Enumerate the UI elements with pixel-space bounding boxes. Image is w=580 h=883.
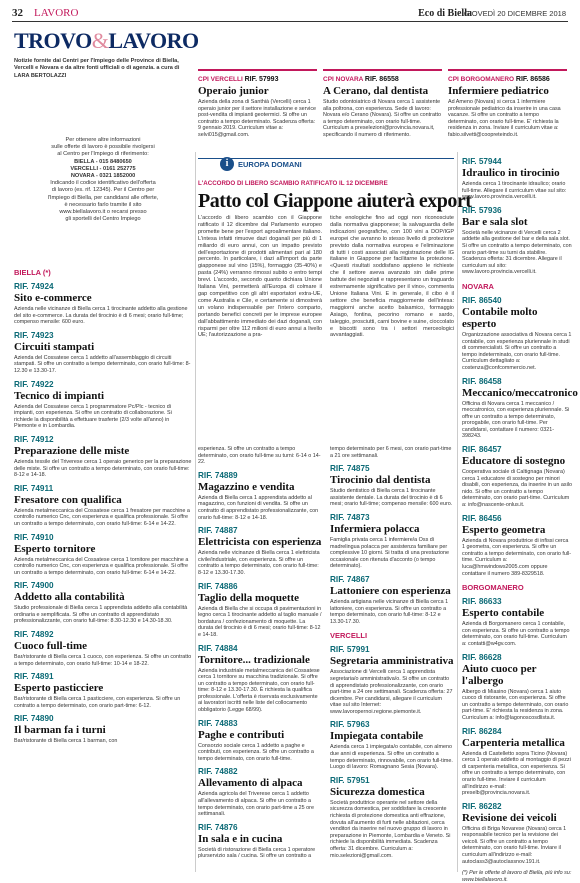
- job-ref: RIF. 86282: [462, 801, 502, 811]
- job-ref: RIF. 86540: [462, 295, 502, 305]
- job-title: Sicurezza domestica: [330, 785, 425, 798]
- job-ref: RIF. 74910: [14, 532, 54, 542]
- job-listing: [198, 767, 322, 817]
- column-1: [14, 262, 192, 745]
- info-icon: i: [220, 157, 234, 171]
- job-listing: [14, 484, 192, 528]
- job-title: Bar e sala slot: [462, 215, 528, 228]
- page-header: [0, 0, 580, 24]
- column-2: [198, 444, 322, 860]
- info-line: al Centro per l'Impiego di riferimento:: [57, 151, 149, 158]
- job-title: Lattoniere con esperienza: [330, 584, 451, 597]
- job-listing: [462, 376, 578, 441]
- news-label: EUROPA DOMANI: [238, 160, 302, 169]
- job-ref: RIF. 74891: [14, 672, 54, 682]
- job-body: Studio professionale di Biella cerca 1 apprendista addetto alla contabilità ordinaria e semplificata. Si offre un contratto di apprendistato professionalizzante, con orario full-time: 8.30-12.30 e 14.30-18.30.: [14, 605, 188, 625]
- job-listing: [198, 582, 322, 639]
- job-listing: [330, 645, 454, 715]
- job-body: Azienda tessile del Triverese cerca 1 operaio generico per la preparazione delle miste. Si offre un contratto a tempo determinato, con orario full-time: 8-12 e 14-18.: [14, 458, 192, 479]
- job-title: Tirocinio dal dentista: [330, 474, 431, 487]
- info-line: VERCELLI - 0161 252775: [70, 165, 136, 172]
- job-title: Esperto geometra: [462, 523, 546, 536]
- job-title: Tecnico di impianti: [14, 389, 105, 402]
- job-listing: [462, 653, 572, 722]
- job-body: Famiglia privata cerca 1 infermiere/a Oss di madrelingua polacca per assistenza familiare per complessive 10 giorni. Si tratta di una prestazione occasionale con ritenuta d'acconto (o tempo determinato).: [330, 536, 449, 570]
- ad-rule-2: [323, 69, 442, 71]
- job-body: Azienda nelle vicinanze di Biella cerca 1 tirocinante addetto alla gestione del sito e-commerce. La durata del tirocinio è di 6 mesi; orario full-time; compenso mensile: 600 euro.: [14, 306, 188, 326]
- job-title: Sito e-commerce: [14, 292, 92, 304]
- job-body: Azienda del Cossatese cerca 1 programmatore Pc/Plc - tecnico di impianti, con esperienza. Si offre un contratto di collaborazione. Si richiede la disponibilità a effettuare trasferte (2/3 volte all'anno) in Piemonte e in Lombardia.: [14, 403, 172, 430]
- page-number: 32: [12, 7, 23, 19]
- job-body: Bar/ristorante di Biella cerca 1 barman, con: [14, 738, 118, 745]
- job-body: Studio dentistico di Biella cerca 1 tirocinante assistente dentale. La durata del tirocinio è di 6 mesi; orario full-time; compenso mensile: 600 euro.: [330, 488, 453, 508]
- job-ref: RIF. 74892: [14, 630, 54, 640]
- job-title: Revisione dei veicoli: [462, 811, 557, 824]
- job-body: Azienda di Biella cerca 1 apprendista addetto al magazzino, con funzioni di vendita. Si offre un contratto di apprendistato professionalizzante, con orario full-time: 8-12 e 14-18.: [198, 494, 319, 521]
- job-body: Azienda nelle vicinanze di Biella cerca 1 elettricista civile/industriale, con esperienza. Si offre un contratto a tempo determinato, con orario full-time: 8-12 e 13.30-17.30.: [198, 550, 320, 576]
- job-ref: RIF. 57944: [462, 157, 502, 166]
- job-ref: RIF. 74886: [198, 581, 238, 591]
- job-listing: [198, 823, 322, 860]
- column-3: [330, 444, 454, 859]
- job-title: Circuiti stampati: [14, 340, 95, 353]
- column-4: [462, 152, 578, 883]
- job-title: Idraulico in tirocinio: [462, 167, 560, 179]
- newspaper-name: Eco di Biella: [418, 8, 472, 19]
- job-ref: RIF. 57963: [330, 720, 370, 730]
- job-title: Esperto tornitore: [14, 542, 96, 555]
- job-ref: RIF. 74890: [14, 714, 54, 724]
- job-body: Bar/ristorante di Biella cerca 1 pasticciere, con esperienza. Si offre un contratto a tempo determinato, con orario part-time: 6-12.: [14, 696, 181, 709]
- job-ref: RIF. 86633: [462, 597, 502, 607]
- job-body: Società nelle vicinanze di Vercelli cerca 2 addette alla gestione del bar e della sala slot. Si offre un contratto a tempo determinato, con orario part-time su turni da stabilire. Scadenza offerta: 31 dicembre. Allegare il curriculum sul sito: www.lavoro.provincia.vercelli.it.: [462, 229, 572, 276]
- job-body: Società produttrice operante nel settore della sicurezza domestica, per soddisfare la crescente richiesta di protezione domestica anti effrazione, dovuta all'aumento di furti nelle abitazioni, cerca venditori da inserire nel nuovo gruppo di lavoro in preparazione in Piemonte, Lombardia e Veneto. Si richiede la disponibilità immediata. Scadenza offerta: 31 dicembre. Curriculum a: mio.selezioni@gmail.com.: [330, 799, 451, 859]
- job-body: Organizzazione associativa di Novara cerca 1 contabile, con esperienza pluriennale in studi di commercialisti. Si offre un contratto a tempo indeterminato, con orario full-time. Curriculum dettagliato a: costenza@confcommercio.net.: [462, 331, 572, 371]
- job-listing: [462, 296, 572, 372]
- job-body: Bar/ristorante di Biella cerca 1 cuoco, con esperienza. Si offre un contratto a tempo determinato, con orario full-time: 10-14 e 18-22.: [14, 654, 192, 667]
- job-ref: RIF. 74922: [14, 379, 54, 389]
- intro-text: Notizie fornite dai Centri per l'Impiego delle Province di Biella, Vercelli e Novara e da altre fonti ufficiali o di agenzia. a cura di LARA BERTOLAZZI: [14, 58, 180, 79]
- job-body: Azienda di Borgomanero cerca 1 contabile, con esperienza. Si offre un contratto a tempo determinato, con orario full-time. Curriculum a: contatti@w4gv.com.: [462, 621, 570, 647]
- job-listing: [14, 672, 192, 709]
- news-bar: [198, 158, 454, 171]
- job-ref: RIF. 86458: [462, 376, 502, 386]
- ad-body: Ad Ameno (Novara) si cerca 1 infermiere professionale pediatrico da inserire in una casa vacanze. Si offre un contratto a tempo determinato, con orario full-time. E' richiesta la residenza in zona. Inviare il curriculum vitae a: fabio.silvetti@coopreteindo.it.: [448, 99, 561, 138]
- section-heading: BORGOMANERO: [462, 583, 524, 593]
- info-line: www.biellalavoro.it o recarsi presso: [59, 209, 147, 216]
- news-kicker: L'ACCORDO DI LIBERO SCAMBIO RATIFICATO IL 12 DICEMBRE: [198, 180, 388, 187]
- job-ref: RIF. 74875: [330, 464, 370, 474]
- job-ref: RIF. 74876: [198, 822, 238, 832]
- info-box: [14, 137, 192, 223]
- job-listing: [14, 282, 192, 326]
- ad-title: A Cerano, dal dentista: [323, 85, 429, 97]
- job-body: Azienda metalmeccanica del Cossatese cerca 1 tornitore per macchine a controllo numerico Cnc, con esperienza e qualifica professionale. Si offre un contratto a tempo determinato, con orario full-time: 6-14 e 14-22.: [14, 556, 189, 576]
- job-listing: [330, 464, 454, 508]
- job-ref: RIF. 74883: [198, 718, 238, 728]
- job-body: Officina di Briga Novarese (Novara) cerca 1 responsabile tecnico per la revisione dei veicoli. Si offre un contratto a tempo determinato, con orario full-time. Inviare il curriculum all'indirizzo e-mail: autoclass3@autoclassnov.191.it.: [462, 825, 567, 865]
- job-ref: RIF. 86456: [462, 513, 502, 523]
- job-ref: RIF. 86628: [462, 652, 502, 662]
- job-title: Il barman fa i turni: [14, 724, 106, 737]
- job-listing: [198, 644, 322, 714]
- job-listing: [14, 630, 192, 667]
- job-body: Azienda di Biella che si occupa di pavimentazioni in legno cerca 1 tirocinante addetto al taglio manuale / bordatura / confezionamento di moquette. La durata del tirocinio è di 6 mesi; orario full-time: 8-12 e 14-18.: [198, 605, 322, 638]
- page-title: [14, 28, 199, 54]
- job-ref: RIF. 74889: [198, 470, 238, 480]
- job-body: Azienda di Castelletto sopra Ticino (Novara) cerca 1 operaio addetto al montaggio di pezzi di carpenteria metallica, con esperienza. Si offre un contratto a tempo determinato, con orario full-time. Inviare il curriculum all'indirizzo e-mail: preselb@provincia.novara.it.: [462, 750, 571, 797]
- ad-box-2: [323, 76, 442, 139]
- news-body-col2: tiche enologiche fino ad oggi non riconosciute dalla normativa giapponese; la salvaguardia delle indicazioni geografiche, con 100 vini a DOP/IGP europei che avranno lo stesso livello di protezione previsto dalla normativa europea e l'eliminazione di tutti i costi associati alla registrazione delle IG italiane in Giappone per facilitarne la protezione. «Questi risultati soddisfano appieno le richieste che il settore aveva avanzato sin dalle prime battute dei negoziati e rappresentano un traguardo estremamente significativo per il vino», commenta Unione Italiana Vini. E in generale, il cibo è il settore che beneficia maggiormente dell'intesa: maggiorni anche acetto balsamico, formaggio Asiago, fontina, pecorino romano e sardo, taleggio, prosciutti, carni bovine e suine, cioccolato e biscotti sono tra i settori merceologici avvantaggiati.: [330, 215, 454, 339]
- job-body-continued: esperienza. Si offre un contratto a tempo determinato, con orario full-time su turni: 6-14 o 14-22.: [198, 446, 321, 466]
- job-body: Albergo di Miasino (Novara) cerca 1 aiuto cuoco di ristorante, con esperienza. Si offre un contratto a tempo determinato, con orario part-time. E' richiesta la residenza in zona. Curriculum a: info@lagonoscosdlista.it.: [462, 688, 569, 721]
- news-headline: Patto col Giappone aiuterà export: [198, 190, 472, 212]
- job-listing: [330, 575, 454, 625]
- info-line: gli sportelli del Centro Impiego: [65, 216, 141, 223]
- job-ref: RIF. 86457: [462, 445, 502, 455]
- job-ref: RIF. 74924: [14, 282, 54, 291]
- job-ref: RIF. 74887: [198, 526, 238, 536]
- job-title: Carpenteria metallica: [462, 736, 565, 749]
- ad-rule-3: [448, 69, 567, 71]
- job-title: Paghe e contributi: [198, 728, 285, 741]
- job-ref: RIF. 74882: [198, 767, 238, 777]
- job-listing: [462, 157, 572, 201]
- job-listing: [198, 471, 322, 521]
- job-title: Tornitore... tradizionale: [198, 653, 310, 666]
- job-title: Educatore di sostegno: [462, 455, 566, 468]
- job-listing: [462, 206, 572, 276]
- job-title: Impiegata contabile: [330, 730, 424, 743]
- ad-rif: CPI NOVARA RIF. 86558: [323, 76, 399, 83]
- job-ref: RIF. 57936: [462, 205, 502, 215]
- info-line: Per ottenere altre informazioni: [65, 137, 141, 143]
- job-title: Elettricista con esperienza: [198, 536, 322, 549]
- ad-body: Studio odontoiatrico di Novara cerca 1 assistente alla poltrona, con esperienza. Sede di lavoro: Novara e/o Cerano (Novara). Si offre un contratto a tempo determinato, con orario full-time. Curriculum a preselezioni@provincia.novara.it, specificando il numero di riferimento.: [323, 99, 441, 138]
- section-heading: VERCELLI: [330, 631, 368, 641]
- job-title: Esperto pasticciere: [14, 682, 104, 695]
- footnote: (*) Per le offerte di lavoro di Biella, più info su: www.biellalavoro.it.: [462, 870, 572, 883]
- section-heading: BIELLA (*): [14, 268, 51, 277]
- section-heading: NOVARA: [462, 281, 494, 291]
- job-listing: [330, 513, 454, 570]
- job-listing: [14, 581, 192, 625]
- info-line: Indicando il codice identificativo dell'offerta: [50, 180, 156, 187]
- job-listing: [198, 719, 322, 763]
- job-body: Consorzio sociale cerca 1 addetto a paghe e contributi, con esperienza. Si offre un contratto a tempo determinato, con orario full-time.: [198, 742, 314, 762]
- job-title: Magazzino e vendita: [198, 480, 295, 493]
- job-listing: [14, 714, 192, 745]
- job-title: Allevamento di alpaca: [198, 777, 303, 790]
- title-part1: TROVO: [14, 28, 92, 53]
- job-ref: RIF. 74884: [198, 643, 238, 653]
- job-listing: [198, 526, 322, 576]
- info-line: è necessario farlo tramite il sito: [64, 201, 142, 208]
- job-body: Cooperativa sociale di Caltignaga (Novara) cerca 1 educatore di sostegno per minori disabili, con esperienza, da inserire in un asilo nido. Si offre un contratto a tempo determinato, con orario part-time. Curriculum a: info@nascente-onlus.it.: [462, 469, 572, 509]
- news-article: [198, 158, 472, 448]
- ad-rif: CPI VERCELLI RIF. 57993: [198, 76, 279, 83]
- job-title: Cuoco full-time: [14, 640, 88, 653]
- column-divider: [195, 152, 196, 872]
- job-body: Azienda di Novara produttrice di infissi cerca 1 geometra, con esperienza. Si offre un contratto a tempo determinato, con orario full-time. Curriculum a: luca@hmwindows2005.com oppure contattare il numero 389-8329518.: [462, 537, 572, 577]
- ad-rif: CPI BORGOMANERO RIF. 86586: [448, 76, 550, 83]
- job-title: Fresatore con qualifica: [14, 493, 122, 506]
- job-ref: RIF. 86284: [462, 726, 502, 736]
- job-ref: RIF. 74923: [14, 330, 54, 340]
- ad-box-3: [448, 76, 567, 139]
- job-listing: [462, 727, 572, 797]
- job-body: Associazione di Vercelli cerca 1 apprendista segretaria/o amministrativa/o. Si offre un contratto di apprendistato professionalizzante, con orario part-time a 24 ore settimanali. Scadenza offerta: 27 dicembre. Per candidarsi, allegare il curriculum vitae sul sito Internet: www.lavoropernoi.regione.piemonte.it.: [330, 669, 453, 715]
- section-label: LAVORO: [34, 7, 79, 19]
- info-line: sulle offerte di lavoro è possibile rivolgersi: [51, 144, 155, 151]
- job-ref: RIF. 57951: [330, 775, 370, 785]
- info-line: NOVARA - 0321 1852000: [70, 173, 136, 180]
- job-body: Azienda metalmeccanica del Cossatese cerca 1 fresatore per macchine a controllo numerico Cnc, con esperienza e qualifica professionale. Si offre un contratto a tempo determinato, con orario full-time: 6-14 e 14-22.: [14, 507, 190, 527]
- job-title: Addetto alla contabilità: [14, 591, 125, 604]
- job-listing: [330, 776, 454, 859]
- job-body-continued: tempo determinato per 6 mesi, con orario part-time a 21 ore settimanali.: [330, 446, 452, 459]
- job-title: In sala e in cucina: [198, 832, 283, 845]
- job-ref: RIF. 74911: [14, 483, 54, 493]
- job-title: Esperto contabile: [462, 607, 545, 620]
- job-body: Azienda cerca 1 impiegata/o contabile, con almeno due anni di esperienza. Si offre un contratto a tempo determinato, rinnovabile, con orario full-time. Luogo di lavoro: Romagnano Sesia (Novara).: [330, 744, 453, 771]
- ad-rule-1: [198, 69, 317, 71]
- job-body: Società di ristorazione di Biella cerca 1 operatore plurservizio sala / cucina. Si offre un contratto a: [198, 846, 316, 860]
- job-title: Taglio della moquette: [198, 591, 300, 604]
- job-body: Azienda cerca 1 tirocinante idraulico; orario full-time. Allegare il curriculum vitae sul sito: www.lavoro.provincia.vercelli.it.: [462, 181, 567, 201]
- column-divider: [457, 152, 458, 872]
- ad-title: Operaio junior: [198, 85, 269, 97]
- job-listing: [462, 802, 572, 866]
- title-amp: &: [91, 28, 109, 53]
- job-ref: RIF. 74912: [14, 434, 54, 444]
- job-ref: RIF. 57991: [330, 645, 370, 655]
- title-part2: LAVORO: [108, 28, 199, 53]
- header-rule: [12, 21, 568, 22]
- job-ref: RIF. 74873: [330, 512, 370, 522]
- job-listing: [14, 533, 192, 577]
- job-title: Contabile molto esperto: [462, 305, 538, 330]
- job-listing: [330, 720, 454, 770]
- job-listing: [14, 435, 192, 479]
- job-body: Officina di Novara cerca 1 meccanico / meccatronico, con esperienza pluriennale. Si offre un contratto a tempo determinato, prorogabile, con orario full-time. Per candidarsi, contattare il numero: 0321-398243.: [462, 400, 570, 440]
- info-line: BIELLA - 015 8480650: [74, 158, 132, 165]
- job-listing: [462, 514, 572, 578]
- job-body: Azienda del Cossatese cerca 1 addetto all'assemblaggio di circuiti stampati. Si offre un contratto a tempo determinato, con orario full-time: 8-12.30 e 13.30-17.: [14, 354, 191, 374]
- job-body: Azienda artigiana nelle vicinanze di Biella cerca 1 lattoniere, con esperienza. Si offre un contratto a tempo determinato, con orario full-time: 8-12 e 13.30-17.30.: [330, 598, 449, 625]
- job-listing: [14, 331, 192, 375]
- job-body: Azienda agricola del Triverese cerca 1 addetto all'allevamento di alpaca. Si offre un contratto a tempo determinato, con orario part-time a 25 ore settimanali.: [198, 791, 314, 818]
- job-title: Infermiera polacca: [330, 522, 420, 535]
- ad-title: Infermiere pediatrico: [448, 85, 549, 97]
- ad-box-1: [198, 76, 317, 139]
- job-title: Preparazione delle miste: [14, 444, 130, 457]
- job-ref: RIF. 74900: [14, 581, 54, 591]
- info-line: di lavoro (es. rif. 12345). Per il Centro per: [51, 187, 155, 194]
- job-body: Azienda industriale metalmeccanica del Cossatese cerca 1 tornitore su macchina tradizionale. Si offre un contratto a tempo determinato, con orario full-time: 8-12 e 13.30-17.30. È richiesta la qualifica professionale. L'offerta è riservata esclusivamente ai lavoratori iscritti nelle liste del collocamento obbligatorio (Legge 68/99).: [198, 667, 320, 714]
- job-listing: [462, 597, 572, 647]
- job-title: Segretaria amministrativa: [330, 655, 454, 668]
- issue-date: GIOVEDÌ 20 DICEMBRE 2018: [463, 9, 566, 18]
- job-title: Meccanico/meccatronico: [462, 386, 578, 399]
- job-listing: [462, 445, 572, 509]
- news-body-col1: L'accordo di libero scambio con il Giappone ratificato il 12 dicembre dal Parlamento europeo promette bene per l'export agroalimentare italiano. L'intesa infatti rimuove dazi doganali per più di 1 miliardo di euro annui, con un impatto previsto dell'esportazione di prodotti alimentari pari al 180 percento. In particolare, i dazi all'import da parte giapponese sul vino (15%), formaggio (35-40%) e pasta (24%) verranno rimossi subito o entro tempi brevi. L'accordo, secondo quanto dichiara Unione Italiana Vini, permetterà all'Europa di colmare il gap competitivo con gli altri esportatori extra-UE, come Australia e Cile, e certamente si dimostrerà un volano indispensabile per l'intero comparto, portando benefici concreti per le imprese europee dall'abbattimento immediato dei dazi doganali, con risparmi per oltre 112 milioni di euro annui a livello UE; l'autorizzazione a pra-: [198, 215, 322, 339]
- job-title: Aiuto cuoco per l'albergo: [462, 662, 537, 687]
- job-ref: RIF. 74867: [330, 574, 370, 584]
- job-listing: [14, 380, 192, 430]
- ad-body: Azienda della zona di Santhià (Vercelli) cerca 1 operaio junior per il settore installazione e service post-vendita di impianti geotermici. Si offre un contratto a tempo determinato. Scadenza offerta: 9 gennaio 2019. Curriculum vitae a: selvi015@gmail.com.: [198, 99, 317, 138]
- info-line: l'Impiego di Biella, per candidarsi alle offerte,: [47, 194, 159, 201]
